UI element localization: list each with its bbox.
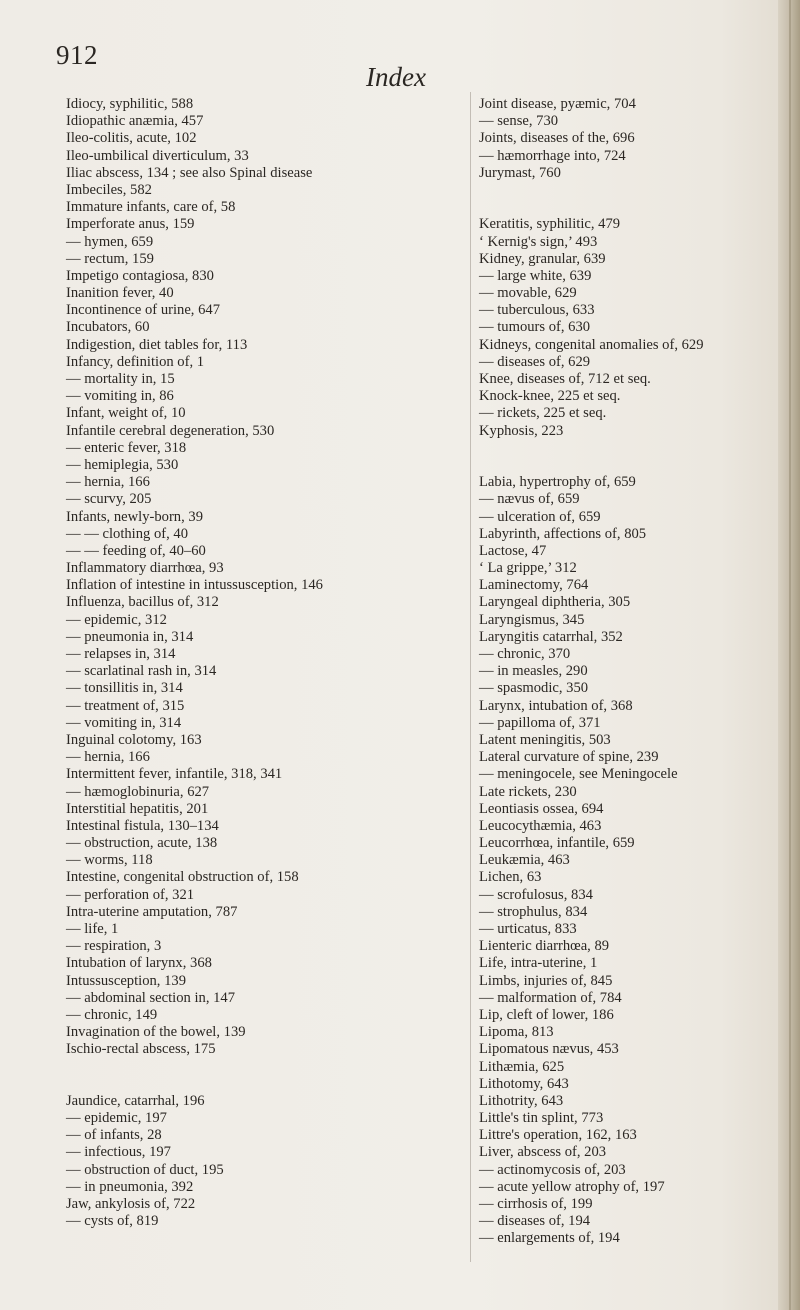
index-subentry: — obstruction of duct, 195 xyxy=(66,1161,224,1178)
index-entry: Intermittent fever, infantile, 318, 341 xyxy=(66,766,283,783)
index-entry: Impetigo contagiosa, 830 xyxy=(66,267,214,284)
index-entry: Jurymast, 760 xyxy=(479,164,561,181)
index-subentry: — hymen, 659 xyxy=(66,233,154,250)
section-gap xyxy=(66,1076,471,1093)
index-entry: Kyphosis, 223 xyxy=(479,422,564,439)
index-subentry: — treatment of, 315 xyxy=(66,697,185,714)
index-entry: Jaundice, catarrhal, 196 xyxy=(66,1092,205,1109)
index-entry: Lienteric diarrhœa, 89 xyxy=(479,938,610,955)
index-entry: Ileo-umbilical diverticulum, 33 xyxy=(66,147,249,164)
index-entry: Littre's operation, 162, 163 xyxy=(479,1127,637,1144)
index-entry: Laryngismus, 345 xyxy=(479,611,585,628)
index-subentry: — respiration, 3 xyxy=(66,938,162,955)
index-entry: Laryngeal diphtheria, 305 xyxy=(479,594,631,611)
index-entry: Lichen, 63 xyxy=(479,869,542,886)
index-subentry: — malformation of, 784 xyxy=(479,989,622,1006)
index-entry: Intubation of larynx, 368 xyxy=(66,955,212,972)
index-subentry: — meningocele, see Meningocele xyxy=(479,766,678,783)
index-entry: Influenza, bacillus of, 312 xyxy=(66,594,219,611)
index-entry: Imbeciles, 582 xyxy=(66,181,152,198)
index-subentry: — tumours of, 630 xyxy=(479,319,591,336)
running-title: Index xyxy=(366,62,426,92)
index-entry: Kidney, granular, 639 xyxy=(479,250,606,267)
index-entry: Lithæmia, 625 xyxy=(479,1058,565,1075)
index-entry: Infancy, definition of, 1 xyxy=(66,353,205,370)
index-entry: Incontinence of urine, 647 xyxy=(66,302,220,319)
index-entry: Labia, hypertrophy of, 659 xyxy=(479,474,636,491)
index-subentry: — movable, 629 xyxy=(479,285,577,302)
index-entry: Leucorrhœa, infantile, 659 xyxy=(479,835,635,852)
index-subentry: — hernia, 166 xyxy=(66,749,150,766)
index-subentry: — enlargements of, 194 xyxy=(479,1230,620,1247)
index-subentry: — infectious, 197 xyxy=(66,1144,171,1161)
index-entry: Little's tin splint, 773 xyxy=(479,1110,604,1127)
index-entry: Infants, newly-born, 39 xyxy=(66,508,203,525)
index-entry: Intussusception, 139 xyxy=(66,972,186,989)
index-entry: Joints, diseases of the, 696 xyxy=(479,130,635,147)
index-subentry: — mortality in, 15 xyxy=(66,371,175,387)
index-entry: Laryngitis catarrhal, 352 xyxy=(479,628,623,645)
index-subentry: — diseases of, 629 xyxy=(479,353,591,370)
index-subentry: — actinomycosis of, 203 xyxy=(479,1161,626,1178)
index-entry: Intestinal fistula, 130–134 xyxy=(66,817,219,834)
index-entry: Inflation of intestine in intussusception, 146 xyxy=(66,577,323,594)
index-entry: Kidneys, congenital anomalies of, 629 xyxy=(479,336,704,353)
index-subentry: — of infants, 28 xyxy=(66,1127,162,1144)
index-entry: Lateral curvature of spine, 239 xyxy=(479,749,659,766)
index-subentry: — papilloma of, 371 xyxy=(479,714,601,731)
index-subentry: — life, 1 xyxy=(66,921,119,937)
index-subentry: — hæmoglobinuria, 627 xyxy=(66,783,210,800)
binding-line xyxy=(789,0,791,1310)
index-entry: Leukæmia, 463 xyxy=(479,852,570,869)
section-gap xyxy=(479,199,779,216)
index-entry: Joint disease, pyæmic, 704 xyxy=(479,96,636,112)
section-gap xyxy=(479,440,779,457)
index-subentry: — chronic, 370 xyxy=(479,646,571,662)
index-subentry: — cysts of, 819 xyxy=(66,1213,159,1230)
index-entry: Indigestion, diet tables for, 113 xyxy=(66,336,248,353)
index-entry: Imperforate anus, 159 xyxy=(66,216,195,233)
index-subentry: — obstruction, acute, 138 xyxy=(66,835,218,852)
index-entry: Infantile cerebral degeneration, 530 xyxy=(66,422,275,439)
index-subentry: — hemiplegia, 530 xyxy=(66,456,179,473)
index-subentry: — perforation of, 321 xyxy=(66,886,195,903)
index-column-right xyxy=(479,96,779,1248)
index-entry: Larynx, intubation of, 368 xyxy=(479,697,633,714)
index-entry: Immature infants, care of, 58 xyxy=(66,199,236,216)
index-entry: Knee, diseases of, 712 et seq. xyxy=(479,371,651,387)
index-entry: Iliac abscess, 134 ; see also Spinal disease xyxy=(66,164,313,181)
index-entry: Inanition fever, 40 xyxy=(66,285,174,302)
index-entry: Jaw, ankylosis of, 722 xyxy=(66,1196,196,1212)
index-entry: Ileo-colitis, acute, 102 xyxy=(66,130,197,147)
index-entry: Limbs, injuries of, 845 xyxy=(479,972,613,989)
page-number: 912 xyxy=(56,40,98,70)
index-entry: ‘ Kernig's sign,’ 493 xyxy=(479,233,598,250)
index-subentry: — scrofulosus, 834 xyxy=(479,886,593,903)
index-entry: Laminectomy, 764 xyxy=(479,577,589,594)
index-subentry: — hæmorrhage into, 724 xyxy=(479,147,626,164)
index-subentry: — acute yellow atrophy of, 197 xyxy=(479,1178,665,1195)
index-entry: Life, intra-uterine, 1 xyxy=(479,955,598,972)
index-entry: Ischio-rectal abscess, 175 xyxy=(66,1041,216,1058)
section-gap xyxy=(479,457,779,474)
index-entry: Keratitis, syphilitic, 479 xyxy=(479,216,621,233)
index-subentry: — large white, 639 xyxy=(479,267,592,284)
index-subentry: — relapses in, 314 xyxy=(66,646,176,662)
index-entry: Liver, abscess of, 203 xyxy=(479,1144,607,1161)
index-subentry: — — clothing of, 40 xyxy=(66,525,189,542)
index-subentry: — chronic, 149 xyxy=(66,1006,158,1023)
index-subentry: — tuberculous, 633 xyxy=(479,302,595,319)
index-entry: Lactose, 47 xyxy=(479,542,547,559)
index-entry: Inflammatory diarrhœa, 93 xyxy=(66,560,224,577)
section-gap xyxy=(479,182,779,199)
index-subentry: — sense, 730 xyxy=(479,113,559,130)
section-gap xyxy=(66,1059,471,1076)
index-subentry: — vomiting in, 86 xyxy=(66,388,174,405)
index-entry: ‘ La grippe,’ 312 xyxy=(479,560,577,577)
index-entry: Incubators, 60 xyxy=(66,319,150,336)
index-entry: Intestine, congenital obstruction of, 158 xyxy=(66,869,299,886)
index-entry: Invagination of the bowel, 139 xyxy=(66,1024,246,1041)
index-subentry: — tonsillitis in, 314 xyxy=(66,680,183,697)
index-subentry: — in measles, 290 xyxy=(479,663,588,680)
index-subentry: — epidemic, 312 xyxy=(66,611,167,628)
index-entry: Infant, weight of, 10 xyxy=(66,405,186,422)
index-entry: Lip, cleft of lower, 186 xyxy=(479,1006,614,1023)
index-subentry: — epidemic, 197 xyxy=(66,1110,167,1127)
index-subentry: — diseases of, 194 xyxy=(479,1213,591,1230)
index-subentry: — in pneumonia, 392 xyxy=(66,1178,194,1195)
index-entry: Lithotrity, 643 xyxy=(479,1092,564,1109)
index-entry: Lipoma, 813 xyxy=(479,1024,554,1041)
index-subentry: — strophulus, 834 xyxy=(479,903,588,920)
index-entry: Knock-knee, 225 et seq. xyxy=(479,388,621,405)
index-entry: Idiocy, syphilitic, 588 xyxy=(66,96,194,112)
index-entry: Idiopathic anæmia, 457 xyxy=(66,113,204,130)
index-subentry: — — feeding of, 40–60 xyxy=(66,542,206,559)
index-subentry: — enteric fever, 318 xyxy=(66,439,187,456)
index-subentry: — rickets, 225 et seq. xyxy=(479,405,607,422)
index-subentry: — nævus of, 659 xyxy=(479,491,580,508)
index-subentry: — cirrhosis of, 199 xyxy=(479,1196,593,1212)
index-entry: Late rickets, 230 xyxy=(479,783,577,800)
index-subentry: — vomiting in, 314 xyxy=(66,714,182,731)
index-subentry: — worms, 118 xyxy=(66,852,153,869)
index-subentry: — urticatus, 833 xyxy=(479,921,577,937)
index-subentry: — ulceration of, 659 xyxy=(479,508,601,525)
index-subentry: — pneumonia in, 314 xyxy=(66,628,194,645)
index-entry: Leontiasis ossea, 694 xyxy=(479,800,604,817)
index-subentry: — abdominal section in, 147 xyxy=(66,989,236,1006)
index-entry: Leucocythæmia, 463 xyxy=(479,817,602,834)
index-subentry: — scurvy, 205 xyxy=(66,491,152,508)
index-column-left xyxy=(66,96,471,1230)
index-entry: Labyrinth, affections of, 805 xyxy=(479,525,647,542)
index-entry: Interstitial hepatitis, 201 xyxy=(66,800,209,817)
index-entry: Intra-uterine amputation, 787 xyxy=(66,903,238,920)
index-subentry: — rectum, 159 xyxy=(66,250,154,267)
index-entry: Lipomatous nævus, 453 xyxy=(479,1041,619,1058)
index-entry: Lithotomy, 643 xyxy=(479,1075,569,1092)
index-subentry: — scarlatinal rash in, 314 xyxy=(66,663,217,680)
index-subentry: — hernia, 166 xyxy=(66,474,150,491)
index-entry: Latent meningitis, 503 xyxy=(479,731,611,748)
index-entry: Inguinal colotomy, 163 xyxy=(66,731,202,748)
index-subentry: — spasmodic, 350 xyxy=(479,680,589,697)
